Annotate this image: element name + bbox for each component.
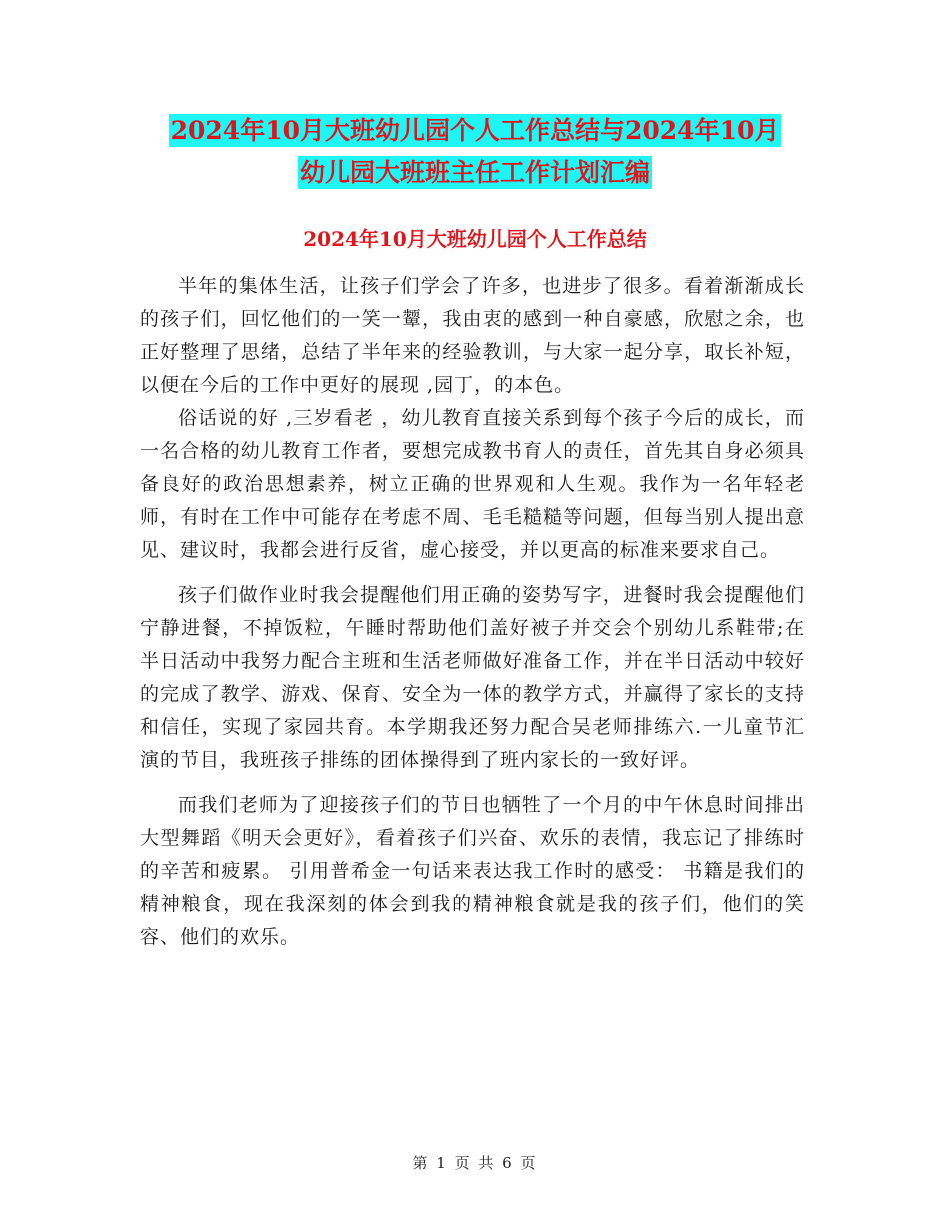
document-title [140, 110, 810, 194]
paragraph-2: 俗话说的好 ,三岁看老 ，幼儿教育直接关系到每个孩子今后的成长，而一名合格的幼儿教育工作者，要想完成教书育人的责任，首先其自身必须具备良好的政治思想素养，树立正确的世界观和人生观。我作为一名年轻老师，有时在工作中可能存在考虑不周、毛毛糙糙等问题，但每当别人提出意见、建议时，我都会进行反省，虚心接受，并以更高的标准来要求自己。 [140, 407, 805, 561]
page-number-footer: 第 1 页 共 6 页 [412, 1154, 538, 1172]
document-title-line-1: 2024年10月大班幼儿园个人工作总结与2024年10月 [170, 116, 780, 145]
section-title: 2024年10月大班幼儿园个人工作总结 [303, 227, 647, 251]
paragraph-4: 而我们老师为了迎接孩子们的节日也牺牲了一个月的中午休息时间排出大型舞蹈《明天会更好》，看着孩子们兴奋、欢乐的表情，我忘记了排练时的辛苦和疲累。 引用普希金一句话来表达我工作时的感受： 书籍是我们的精神粮食，现在我深刻的体会到我的精神粮食就是我的孩子们，他们的笑容、他们的欢乐。 [140, 794, 805, 948]
paragraph-1: 半年的集体生活，让孩子们学会了许多，也进步了很多。看着渐渐成长的孩子们，回忆他们的一笑一颦，我由衷的感到一种自豪感，欣慰之余，也正好整理了思绪，总结了半年来的经验教训，与大家一起分享，取长补短，以便在今后的工作中更好的展现 ,园丁，的本色。 [140, 275, 805, 396]
paragraph-3: 孩子们做作业时我会提醒他们用正确的姿势写字，进餐时我会提醒他们宁静进餐，不掉饭粒，午睡时帮助他们盖好被子并交会个别幼儿系鞋带;在半日活动中我努力配合主班和生活老师做好准备工作，并在半日活动中较好的完成了教学、游戏、保育、安全为一体的教学方式，并赢得了家长的支持和信任，实现了家园共育。本学期我还努力配合吴老师排练六.一儿童节汇演的节目，我班孩子排练的团体操得到了班内家长的一致好评。 [140, 584, 805, 771]
document-title-line-2: 幼儿园大班班主任工作计划汇编 [299, 158, 650, 187]
document-body [140, 270, 805, 954]
